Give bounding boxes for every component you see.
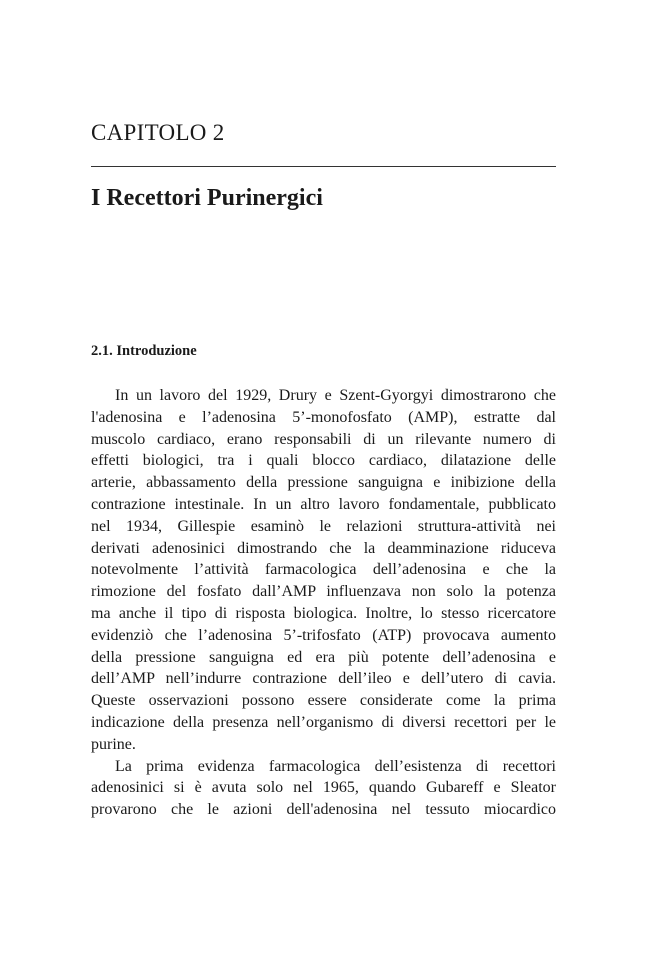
text-line: notevolmente l’attività farmacologica dell’adenosina e che la <box>91 561 556 579</box>
text-line: rimozione del fosfato dall’AMP influenzava non solo la potenza <box>91 583 556 601</box>
text-line: derivati adenosinici dimostrando che la deamminazione riduceva <box>91 539 556 557</box>
text-line: dell’AMP nell’indurre contrazione dell’ileo e dell’utero di cavia. <box>91 670 556 688</box>
text-line: adenosinici si è avuta solo nel 1965, quando Gubareff e Sleator <box>91 779 556 797</box>
text-line: La prima evidenza farmacologica dell’esistenza di recettori <box>115 757 556 775</box>
text-line: nel 1934, Gillespie esaminò le relazioni struttura-attività nei <box>91 517 556 535</box>
text-line: ma anche il tipo di risposta biologica. Inoltre, lo stesso ricercatore <box>91 604 556 622</box>
text-line: Queste osservazioni possono essere considerate come la prima <box>91 692 556 710</box>
chapter-label: CAPITOLO 2 <box>91 120 225 145</box>
section-heading: 2.1. Introduzione <box>91 343 197 359</box>
text-line: muscolo cardiaco, erano responsabili di un rilevante numero di <box>91 430 556 448</box>
text-line: effetti biologici, tra i quali blocco cardiaco, dilatazione delle <box>91 452 556 470</box>
text-line: evidenziò che l’adenosina 5’-trifosfato (ATP) provocava aumento <box>91 626 556 644</box>
chapter-title: I Recettori Purinergici <box>91 185 323 211</box>
text-line: In un lavoro del 1929, Drury e Szent-Gyorgyi dimostrarono che <box>115 387 556 404</box>
body-text <box>91 385 556 821</box>
text-line: purine. <box>91 735 136 753</box>
text-line: arterie, abbassamento della pressione sanguigna e inibizione della <box>91 474 556 492</box>
text-line: provarono che le azioni dell'adenosina nel tessuto miocardico <box>91 801 556 819</box>
text-line: indicazione della presenza nell’organismo di diversi recettori per le <box>91 713 556 731</box>
text-line: contrazione intestinale. In un altro lavoro fondamentale, pubblicato <box>91 495 556 513</box>
text-line: della pressione sanguigna ed era più potente dell’adenosina e <box>91 648 556 666</box>
chapter-divider <box>91 166 556 167</box>
text-line: l'adenosina e l’adenosina 5’-monofosfato (AMP), estratte dal <box>91 408 556 426</box>
